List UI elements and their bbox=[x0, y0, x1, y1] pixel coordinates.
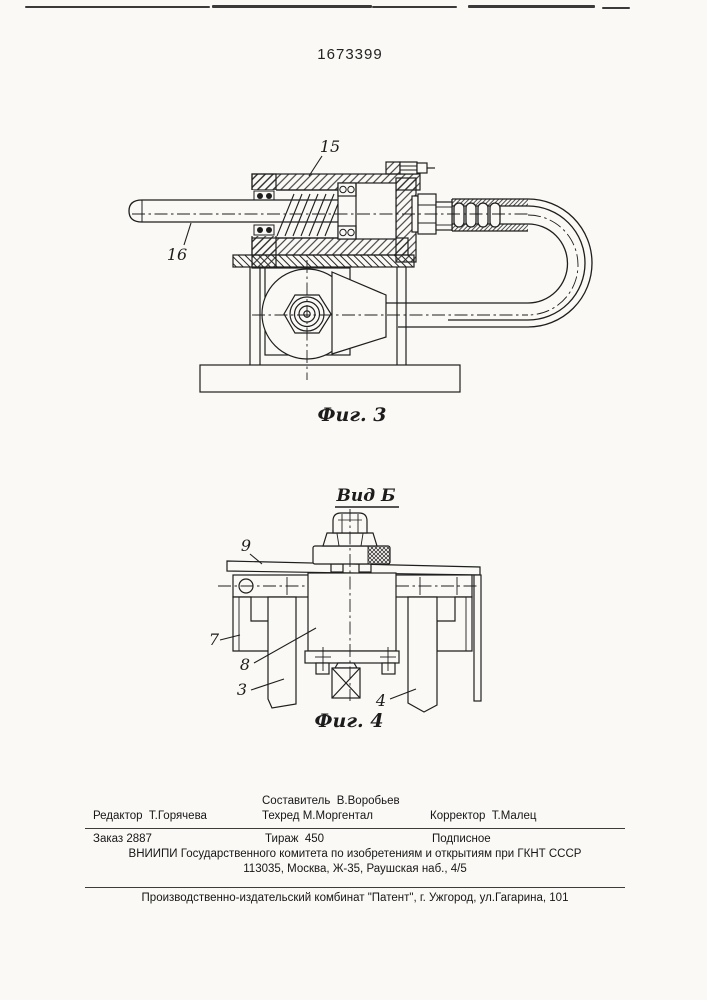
colophon-divider bbox=[85, 828, 625, 829]
editor-credit: Редактор Т.Горячева bbox=[93, 810, 207, 822]
order-number: Заказ 2887 bbox=[93, 833, 152, 845]
fig4-part-label-9: 9 bbox=[240, 536, 252, 555]
colophon-divider bbox=[85, 887, 625, 888]
fig3-rod bbox=[129, 200, 344, 222]
fig4-central-block bbox=[305, 573, 399, 698]
fig4-caption: Фиг. 4 bbox=[314, 710, 384, 732]
institute-address: 113035, Москва, Ж-35, Раушская наб., 4/5 bbox=[243, 863, 467, 875]
fig4-nut-stack bbox=[313, 513, 390, 572]
patent-number: 1673399 bbox=[317, 46, 383, 63]
institute-line bbox=[85, 848, 625, 863]
colophon-row-compiler bbox=[85, 795, 625, 810]
scan-artifact-line bbox=[468, 5, 595, 8]
compiler-credit: Составитель В.Воробьев bbox=[262, 795, 400, 807]
institute-name: ВНИИПИ Государственного комитета по изобретениям и открытиям при ГКНТ СССР bbox=[128, 848, 582, 860]
colophon-row-print-info bbox=[85, 833, 625, 848]
fig3-piston bbox=[338, 183, 396, 239]
scan-artifact-line bbox=[602, 7, 630, 9]
fig3-swivel-base bbox=[200, 267, 460, 392]
fig3-part-label-15: 15 bbox=[319, 137, 341, 156]
proofreader-credit: Корректор Т.Малец bbox=[430, 810, 537, 822]
scan-artifact-line bbox=[25, 6, 210, 8]
scan-artifact-line bbox=[372, 6, 457, 8]
tech-editor-credit: Техред М.Моргентал bbox=[262, 810, 373, 822]
fig4-part-label-8: 8 bbox=[239, 655, 251, 674]
figure3-drawing bbox=[120, 128, 598, 428]
fig4-part-label-4: 4 bbox=[375, 691, 387, 710]
publisher-line bbox=[85, 892, 625, 907]
fig4-part-label-3: 3 bbox=[236, 680, 248, 699]
print-run: Тираж 450 bbox=[265, 833, 325, 845]
scan-artifact-line bbox=[212, 5, 372, 8]
fig4-part-label-7: 7 bbox=[208, 630, 220, 649]
fig3-caption: Фиг. 3 bbox=[317, 404, 387, 426]
fig4-view-title: Вид Б bbox=[336, 486, 396, 506]
fig3-part-label-16: 16 bbox=[166, 245, 188, 264]
figure4-drawing bbox=[195, 478, 497, 734]
colophon bbox=[85, 795, 625, 907]
publisher-name: Производственно-издательский комбинат "Патент", г. Ужгород, ул.Гагарина, 101 bbox=[141, 892, 569, 904]
institute-address-line bbox=[85, 863, 625, 878]
subscription-note: Подписное bbox=[432, 833, 491, 845]
colophon-row-credits bbox=[85, 810, 625, 825]
